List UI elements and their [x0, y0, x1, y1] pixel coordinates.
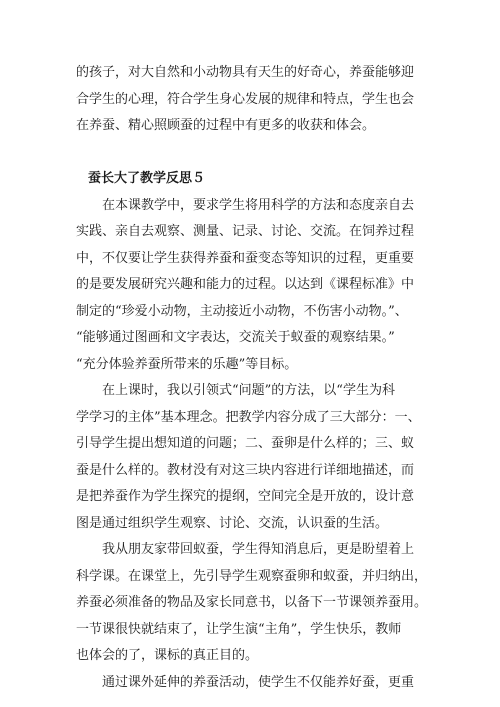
- text-line: 的是要发展研究兴趣和能力的过程。以达到《课程标准》中: [76, 277, 415, 292]
- text-line: 在本课教学中，要求学生将用科学的方法和态度亲自去: [102, 197, 415, 213]
- text-line: 的孩子，对大自然和小动物具有天生的好奇心，养蚕能够迎: [76, 65, 415, 80]
- text-line: 图是通过组织学生观察、讨论、交流，认识蚕的生活。: [76, 515, 389, 531]
- paragraph-silkworm-activity: [76, 537, 428, 670]
- text-line: 学学习的主体”基本理念。把教学内容分成了三大部分：一、: [76, 409, 421, 425]
- blank-line: [76, 140, 428, 167]
- text-line: 通过课外延伸的养蚕活动，使学生不仅能养好蚕，更重: [102, 674, 415, 690]
- text-line: 在养蚕、精心照顾蚕的过程中有更多的收获和体会。: [76, 118, 376, 133]
- text-line: “能够通过图画和文字表达，交流关于蚁蚕的观察结果。”: [76, 330, 395, 345]
- text-line: 蚕是什么样的。教材没有对这三块内容进行详细地描述，而: [76, 462, 415, 478]
- text-line: 引导学生提出想知道的问题；二、蚕卵是什么样的；三、蚁: [76, 436, 415, 451]
- paragraph-intro-continuation: [76, 60, 428, 140]
- text-line: 养蚕必须准备的物品及家长同意书，以备下一节课领养蚕用。: [76, 595, 428, 610]
- section-heading: 蚕长大了教学反思５: [88, 171, 206, 186]
- paragraph-extension: [76, 670, 428, 697]
- text-line: 在上课时，我以引领式“问题”的方法，以“学生为科: [102, 383, 395, 398]
- text-line: 科学课。在课堂上，先引导学生观察蚕卵和蚁蚕，并归纳出，: [76, 568, 428, 584]
- text-line: “充分体验养蚕所带来的乐趣”等目标。: [76, 356, 298, 372]
- text-line: 也体会的了，课标的真正目的。: [76, 648, 259, 663]
- text-line: 实践、亲自去观察、测量、记录、讨论、交流。在饲养过程: [76, 224, 415, 239]
- text-line: 合学生的心理，符合学生身心发展的规律和特点，学生也会: [76, 91, 415, 107]
- paragraph-class-method: [76, 378, 428, 537]
- text-line: 中，不仅要让学生获得养蚕和蚕变态等知识的过程，更重要: [76, 250, 415, 266]
- text-line: 制定的“珍爱小动物，主动接近小动物，不伤害小动物。”、: [76, 303, 408, 319]
- text-line: 一节课很快就结束了，让学生演“主角”，学生快乐，教师: [76, 621, 402, 637]
- paragraph-teaching-goals: [76, 193, 428, 379]
- document-page: [76, 60, 428, 696]
- text-line: 我从朋友家带回蚁蚕，学生得知消息后，更是盼望着上: [102, 542, 415, 557]
- text-line: 是把养蚕作为学生探究的提纲，空间完全是开放的，设计意: [76, 489, 415, 504]
